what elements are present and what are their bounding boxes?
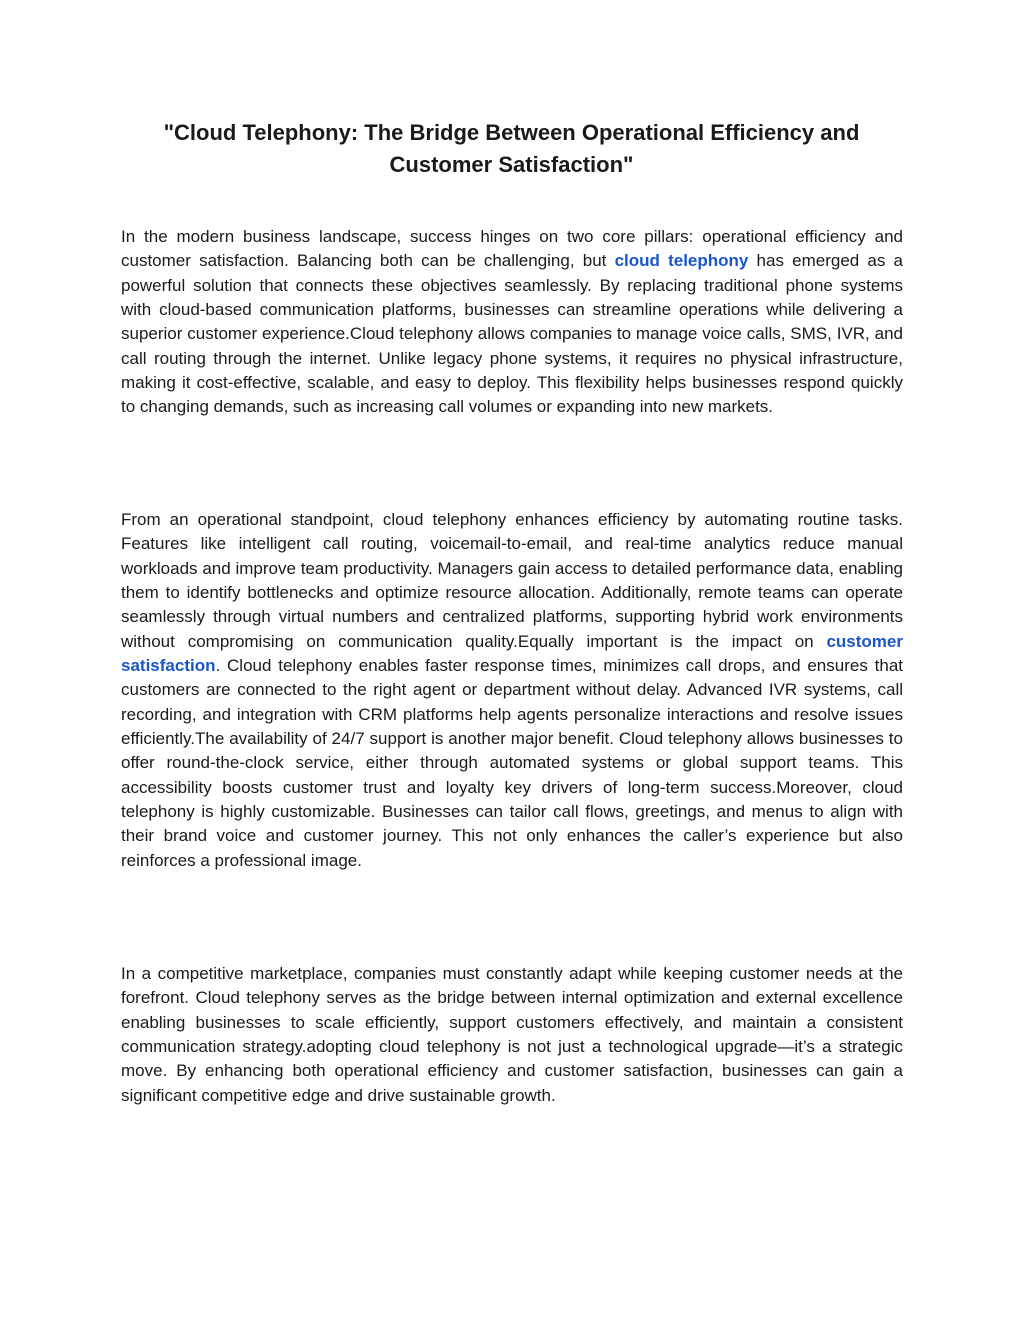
cloud-telephony-link[interactable]: cloud telephony	[614, 251, 749, 271]
paragraph-text: In the modern business landscape, success hinges on two core pillars: operational efficiency and customer satisfaction. Balancing both can be challenging, but	[121, 227, 903, 271]
paragraph-operational	[121, 508, 903, 873]
paragraph-intro	[121, 225, 903, 420]
document-title: "Cloud Telephony: The Bridge Between Operational Efficiency and Customer Satisfaction"	[163, 120, 860, 177]
paragraph-text: . Cloud telephony enables faster response times, minimizes call drops, and ensures that customers are connected to the right agent or department without delay. Advanced IVR systems, call recording, and integration with CRM platforms help agents personalize interactions and resolve issues efficiently.The availability of 24/7 support is another major benefit. Cloud telephony allows businesses to offer round-the-clock service, either through automated systems or global support teams. This accessibility boosts customer trust and loyalty key drivers of long-term success.Moreover, cloud telephony is highly customizable. Businesses can tailor call flows, greetings, and menus to align with their brand voice and customer journey. This not only enhances the caller’s experience but also reinforces a professional image.	[121, 656, 903, 870]
paragraph-text: From an operational standpoint, cloud telephony enhances efficiency by automating routine tasks. Features like intelligent call routing, voicemail-to-email, and real-time analytics reduce manual workloads and improve team productivity. Managers gain access to detailed performance data, enabling them to identify bottlenecks and optimize resource allocation. Additionally, remote teams can operate seamlessly through virtual numbers and centralized platforms, supporting hybrid work environments without compromising on communication quality.Equally important is the impact on	[121, 510, 903, 651]
customer-satisfaction-link[interactable]: customer satisfaction	[121, 631, 903, 676]
paragraph-conclusion: In a competitive marketplace, companies must constantly adapt while keeping customer needs at the forefront. Cloud telephony serves as the bridge between internal optimization and external excellence enabling businesses to scale efficiently, support customers effectively, and maintain a consistent communication strategy.adopting cloud telephony is not just a technological upgrade—it’s a strategic move. By enhancing both operational efficiency and customer satisfaction, businesses can gain a significant competitive edge and drive sustainable growth.	[121, 964, 903, 1105]
paragraph-text: has emerged as a powerful solution that connects these objectives seamlessly. By replacing traditional phone systems with cloud-based communication platforms, businesses can streamline operations while delivering a superior customer experience.Cloud telephony allows companies to manage voice calls, SMS, IVR, and call routing through the internet. Unlike legacy phone systems, it requires no physical infrastructure, making it cost-effective, scalable, and easy to deploy. This flexibility helps businesses respond quickly to changing demands, such as increasing call volumes or expanding into new markets.	[121, 251, 903, 417]
